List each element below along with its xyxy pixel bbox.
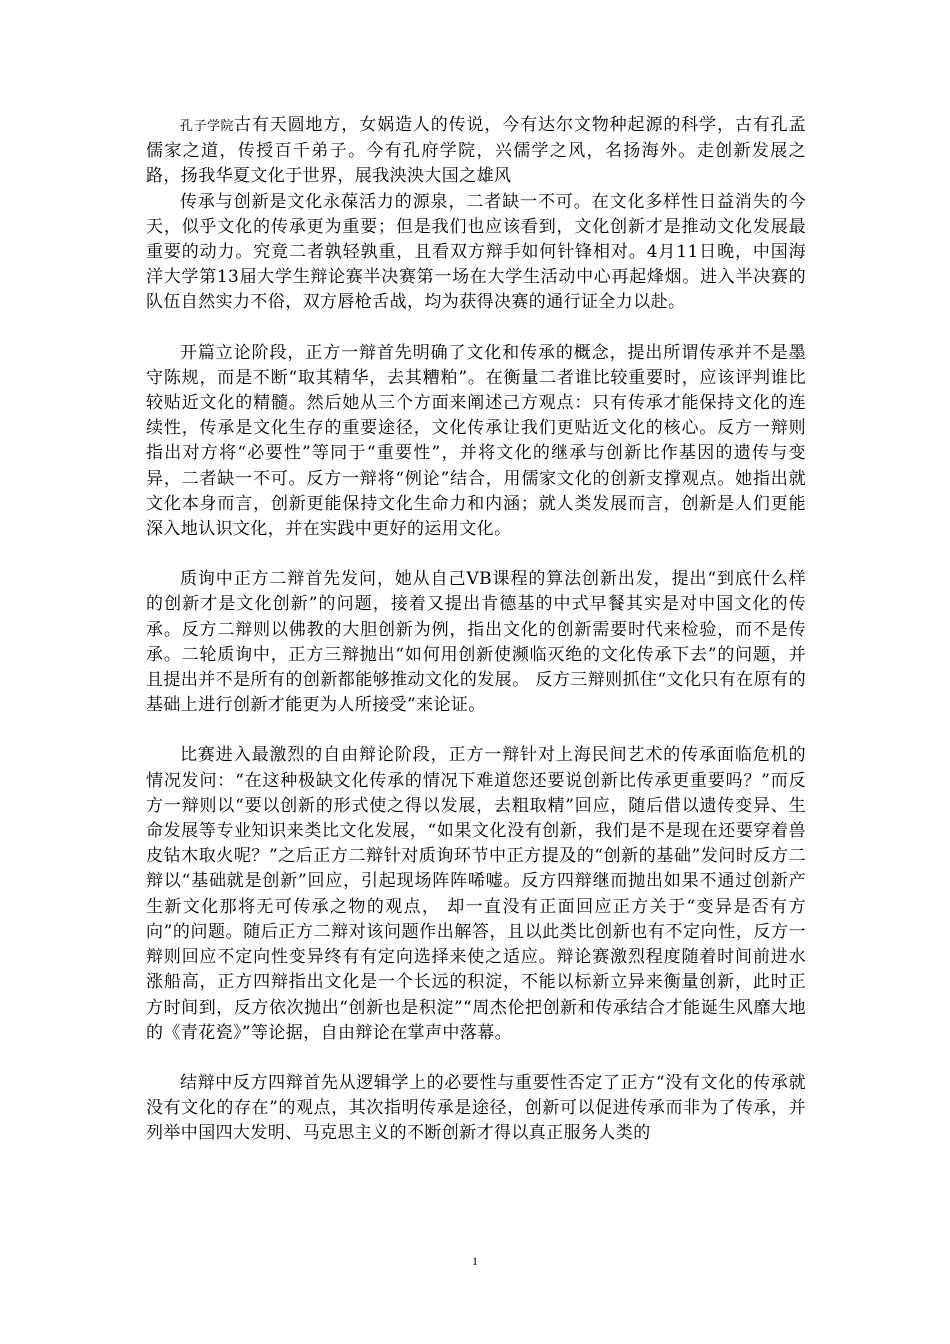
intro-text: 古有天圆地方，女娲造人的传说，今有达尔文物种起源的科学，古有孔孟儒家之道，传授百千弟子。今有孔府学院，兴儒学之风，名扬海外。走创新发展之路，扬我华夏文化于世界，展我泱泱大国之雄风 [146,115,806,187]
intro-tag: 孔子学院 [180,119,234,134]
document-body [146,113,806,1147]
intro-paragraph [146,113,806,190]
paragraph-cross-examination: 质询中正方二辩首先发问，她从自己VB课程的算法创新出发，提出“到底什么样的创新才是文化创新”的问题，接着又提出肯德基的中式早餐其实是对中国文化的传承。反方二辩则以佛教的大胆创新为例，指出文化的创新需要时代来检验，而不是传承。二轮质询中，正方三辩抛出“如何用创新使濒临灭绝的文化传承下去”的问题，并且提出并不是所有的创新都能够推动文化的发展。 反方三辩则抓住“文化只有在原有的基础上进行创新才能更为人所接受”来论证。 [146,569,806,716]
page-number: 1 [472,1254,478,1268]
paragraph-background: 传承与创新是文化永葆活力的源泉，二者缺一不可。在文化多样性日益消失的今天，似乎文化的传承更为重要；但是我们也应该看到，文化创新才是推动文化发展最重要的动力。究竟二者孰轻孰重，且看双方辩手如何针锋相对。4月11日晚，中国海洋大学第13届大学生辩论赛半决赛第一场在大学生活动中心再起烽烟。进入半决赛的队伍自然实力不俗，双方唇枪舌战，均为获得决赛的通行证全力以赴。 [146,191,806,313]
paragraph-opening-statements: 开篇立论阶段，正方一辩首先明确了文化和传承的概念，提出所谓传承并不是墨守陈规，而是不断“取其精华，去其糟粕”。在衡量二者谁比较重要时，应该评判谁比较贴近文化的精髓。然后她从三个方面来阐述己方观点：只有传承才能保持文化的连续性，传承是文化生存的重要途径，文化传承让我们更贴近文化的核心。反方一辩则指出对方将“必要性”等同于“重要性”，并将文化的继承与创新比作基因的遗传与变异，二者缺一不可。反方一辩将“例论”结合，用儒家文化的创新支撑观点。她指出就文化本身而言，创新更能保持文化生命力和内涵；就人类发展而言，创新是人们更能深入地认识文化，并在实践中更好的运用文化。 [146,342,806,540]
paragraph-closing-statements: 结辩中反方四辩首先从逻辑学上的必要性与重要性否定了正方“没有文化的传承就没有文化的存在”的观点，其次指明传承是途径，创新可以促进传承而非为了传承，并列举中国四大发明、马克思主义的不断创新才得以真正服务人类的 [146,1072,806,1144]
paragraph-free-debate: 比赛进入最激烈的自由辩论阶段，正方一辩针对上海民间艺术的传承面临危机的情况发问：“在这种极缺文化传承的情况下难道您还要说创新比传承更重要吗？”而反方一辩则以“要以创新的形式使之得以发展，去粗取精”回应，随后借以遗传变异、生命发展等专业知识来类比文化发展，“如果文化没有创新，我们是不是现在还要穿着兽皮钻木取火呢？”之后正方二辩针对质询环节中正方提及的“创新的基础”发问时反方二辩以“基础就是创新”回应，引起现场阵阵唏嘘。反方四辩继而抛出如果不通过创新产生新文化那将无可传承之物的观点， 却一直没有正面回应正方关于“变异是否有方向”的问题。随后正方二辩对该问题作出解答，且以此类比创新也有不定向性，反方一辩则回应不定向性变异终有有定向选择来使之适应。辩论赛激烈程度随着时间前进水涨船高，正方四辩指出文化是一个长远的积淀，不能以标新立异来衡量创新，此时正方时间到，反方依次抛出“创新也是积淀”“周杰伦把创新和传承结合才能诞生风靡大地的《青花瓷》”等论据，自由辩论在掌声中落幕。 [146,745,806,1043]
